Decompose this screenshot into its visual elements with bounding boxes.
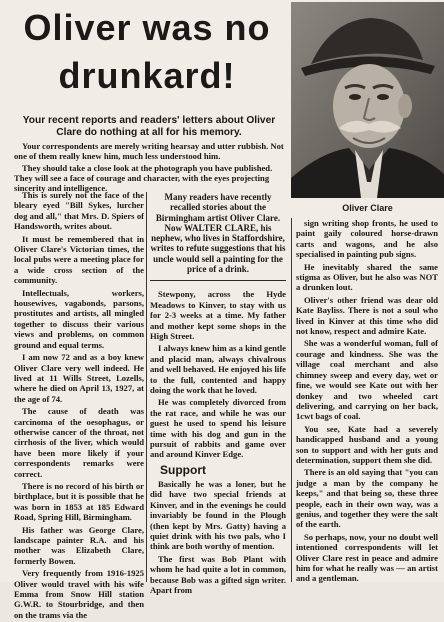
intro-paragraph: Your correspondents are merely writing hearsay and utter rubbish. Not one of them really knew him, much less understood him. — [14, 141, 284, 161]
column-1 — [14, 190, 144, 622]
standfirst-text: Many readers have recently recalled stories about the Birmingham artist Oliver Clare. Now WALTER CLARE, his nephew, who lives in Staffordshire, writes to refute suggestions that his uncle would sell a painting for the price of a drink. — [150, 192, 286, 275]
body-paragraph: Intellectuals, workers, housewives, vagabonds, parsons, prostitutes and artists, all mingled together to discuss their various views and problems, on common ground and equal terms. — [14, 287, 144, 350]
body-paragraph: There is an old saying that "you can judge a man by the company he keeps," and that being so, these three people, each in their own way, was a genius, and together they were the salt of the earth. — [296, 467, 438, 530]
body-paragraph: His father was George Clare, landscape painter R.A. and his mother was Elizabeth Clare, formerly Bowen. — [14, 524, 144, 566]
column-3 — [296, 218, 438, 586]
body-paragraph: You see, Kate had a severely handicapped husband and a young son to support and with her guts and determination, support them she did. — [296, 423, 438, 465]
headline — [6, 4, 288, 114]
body-paragraph: I always knew him as a kind gentle and placid man, always chivalrous and well behaved. He enjoyed his life to the full, contented and happy doing the work that he loved. — [150, 343, 286, 396]
body-paragraph: This is surely not the face of the bleary eyed "Bill Sykes, lurcher dog and all," that Mrs. D. Spiers of Handsworth, writes about. — [14, 190, 144, 232]
standfirst-box — [150, 192, 286, 281]
column-2 — [150, 192, 286, 597]
column-rule — [146, 192, 147, 582]
headline-line-2: drunkard! — [58, 55, 236, 96]
portrait-photo — [291, 2, 444, 198]
body-paragraph: He was completely divorced from the rat race, and while he was our guest he used to spend his leisure time with his dog and gun in the pursuit of rabbits and game over and around Kinver Edge. — [150, 397, 286, 460]
column-rule — [291, 218, 292, 582]
body-paragraph: sign writing shop fronts, he used to paint gaily coloured horse-drawn carts and wagons, and he also specialised in painting pub signs. — [296, 218, 438, 260]
body-paragraph: She was a wonderful woman, full of courage and kindness. She was the village coal merchant and also chimney sweep and every day, wet or fine, we would see Kate out with her donkey and two wheeled cart delivering, and carrying on her back, 1cwt bags of coal. — [296, 338, 438, 422]
body-paragraph: It must be remembered that in Oliver Clare's Victorian times, the local pubs were a meeting place for a wide cross section of the community. — [14, 233, 144, 286]
lede-paragraph: Your recent reports and readers' letters about Oliver Clare do nothing at all for his memory. — [22, 115, 276, 138]
body-paragraph: The first was Bob Plant with whom he had quite a lot in common, because Bob was a gifted sign writer. Apart from — [150, 553, 286, 595]
body-paragraph: He inevitably shared the same stigma as Oliver, but he also was NOT a drunken lout. — [296, 261, 438, 293]
body-paragraph: Basically he was a loner, but he did have two special friends at Kinver, and in the evenings he could invariably be found in the Plough (then kept by Mrs. Gatty) having a quiet drink with his two pals, who I think are both worthy of mention. — [150, 478, 286, 552]
body-paragraph: So perhaps, now, your no doubt well intentioned correspondents will let Oliver Clare rest in peace and admire him for what he really was — an artist and a gentleman. — [296, 531, 438, 584]
intro-paragraph: They should take a close look at the photograph you have published. They will see a face of courage and character, with the eyes projecting sincerity and intelligence. — [14, 163, 273, 193]
body-paragraph: There is no record of his birth or birthplace, but it is possible that he was born in 1853 at 185 Edward Road, Spring Hill, Birmingham. — [14, 480, 144, 523]
body-paragraph: Very frequently from 1916-1925 Oliver would travel with his wife Emma from Snow Hill station G.W.R. to Stourbridge, and then on the trams via the — [14, 568, 144, 620]
body-paragraph: Stewpony, across the Hyde Meadows to Kinver, to stay with us for 2-3 weeks at a time. My father and mother kept some shops in the High Street. — [150, 289, 286, 341]
portrait-illustration — [291, 2, 444, 198]
body-paragraph: I am now 72 and as a boy knew Oliver Clare very well indeed. He lived at 11 Wills Street, Lozells, where he died on April 13, 1927, at the age of 74. — [14, 352, 144, 404]
intro-section — [14, 141, 290, 195]
photo-caption: Oliver Clare — [342, 203, 393, 213]
body-paragraph: The cause of death was carcinoma of the oesophagus, or otherwise cancer of the throat, not cirrhosis of the liver, which would have been more likely if your correspondents remarks were correct. — [14, 406, 144, 479]
body-paragraph: Oliver's other friend was dear old Kate Bayliss. There is not a soul who lived in Kinver at this time who did not know, respect and admire Kate. — [296, 294, 438, 337]
subheading: Support — [160, 462, 206, 477]
headline-line-1: Oliver was no — [23, 7, 271, 48]
